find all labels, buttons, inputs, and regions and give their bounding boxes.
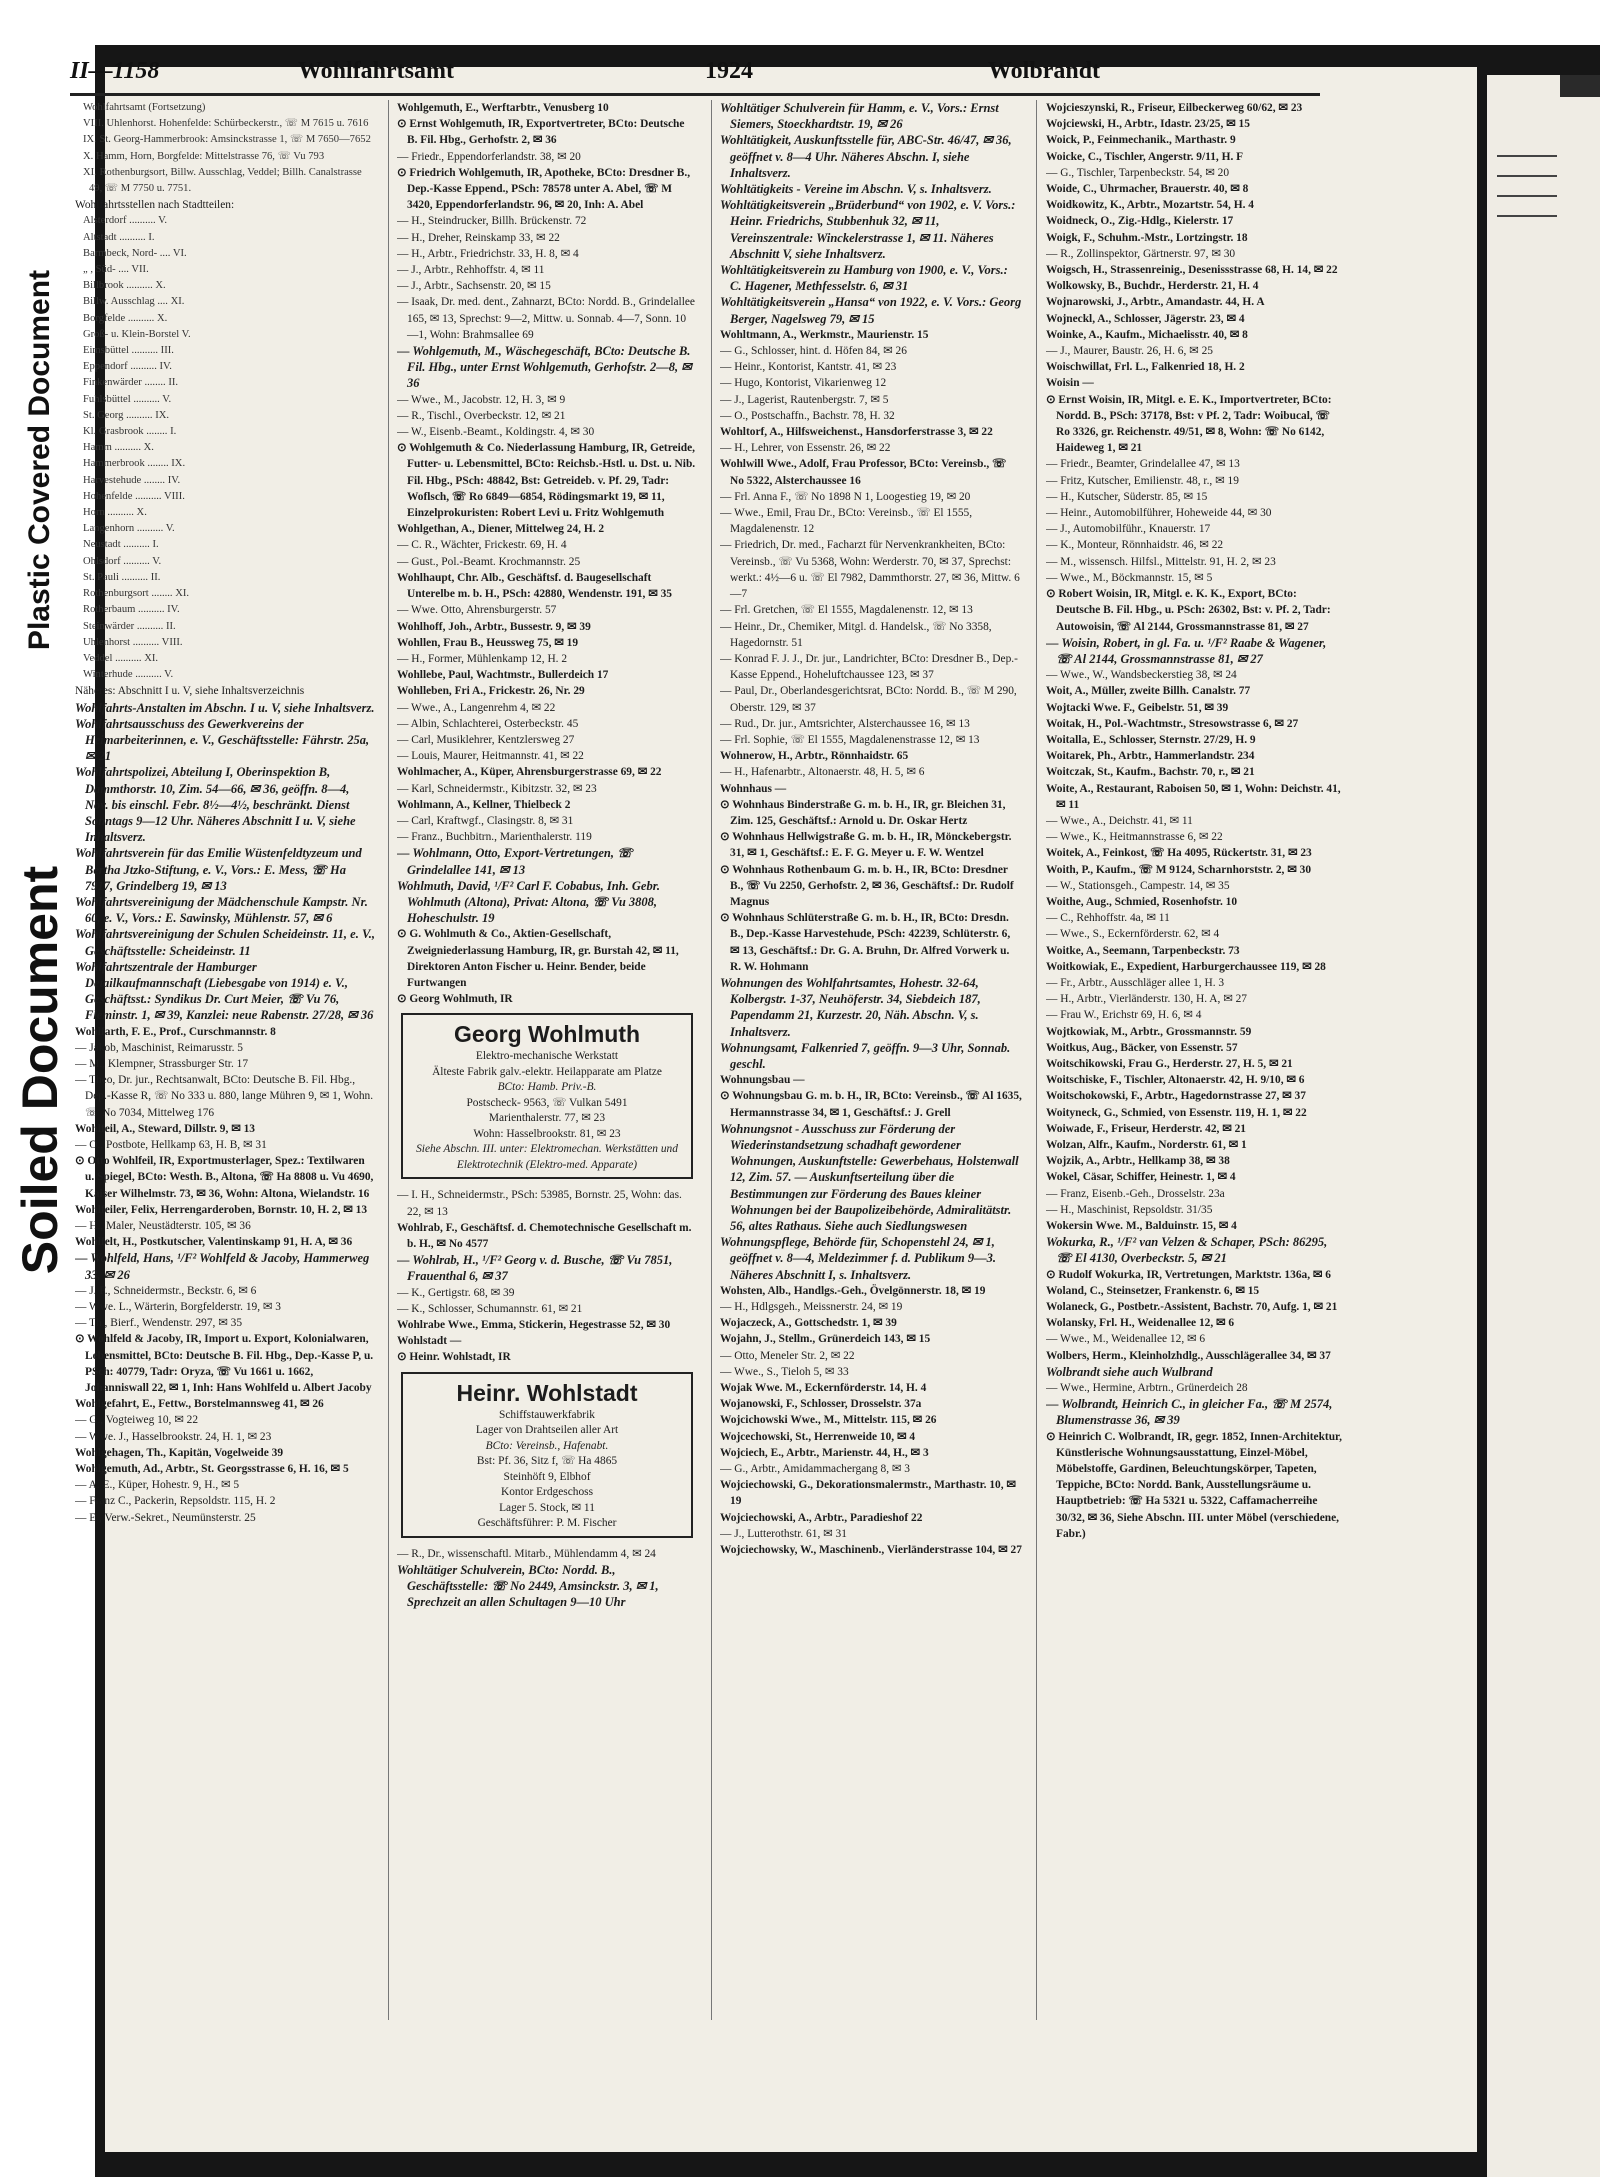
directory-entry: Uhlenhorst .......... VIII. — [83, 636, 183, 648]
directory-entry: — Wwe., M., Jacobstr. 12, H. 3, ✉ 9 — [397, 393, 566, 406]
directory-entry: ⊙ Wohnungsbau G. m. b. H., IR, BCto: Vereinsb., ☏ Al 1635, Hermannstrasse 34, ✉ 1, Geschäftsf.: J. Grell — [720, 1090, 1022, 1119]
advertisement-line: Steinhöft 9, Elbhof — [503, 1470, 591, 1483]
directory-entry: Wohlgethan, A., Diener, Mittelweg 24, H. 2 — [397, 523, 605, 536]
directory-entry: — Wwe., S., Eckernförderstr. 62, ✉ 4 — [1046, 928, 1220, 941]
directory-entry: ⊙ Wohnhaus Hellwigstraße G. m. b. H., IR, Mönckebergstr. 31, ✉ 1, Geschäftsf.: E. F. G. Meyer u. F. W. Wentzel — [720, 831, 1012, 860]
directory-entry: Wohltorf, A., Hilfsweichenst., Hansdorferstrasse 3, ✉ 22 — [720, 426, 993, 439]
directory-entry: Wolbers, Herm., Kleinholzhdlg., Ausschlägerallee 34, ✉ 37 — [1046, 1349, 1331, 1362]
soiled-document-label: Soiled Document — [12, 865, 68, 1275]
directory-entry: — Th., Bierf., Wendenstr. 297, ✉ 35 — [75, 1317, 243, 1330]
directory-entry: Finkenwärder ........ II. — [83, 377, 179, 389]
directory-entry: Wohnhaus — — [720, 782, 787, 795]
directory-entry: Eimsbüttel .......... III. — [83, 345, 174, 357]
directory-entry: Woitschikowski, Frau G., Herderstr. 27, H. 5, ✉ 21 — [1046, 1057, 1293, 1070]
directory-entry: Billw. Ausschlag .... XI. — [83, 296, 185, 308]
directory-entry: — R., Zollinspektor, Gärtnerstr. 97, ✉ 30 — [1046, 247, 1236, 260]
directory-entry: — Heinr., Automobilführer, Hoheweide 44, ✉ 30 — [1046, 507, 1272, 520]
directory-entry: — I. H., Schneidermstr., PSch: 53985, Bornstr. 25, Wohn: das. 22, ✉ 13 — [397, 1189, 682, 1218]
directory-entry: Wohlfahrts-Anstalten im Abschn. I u. V, siehe Inhaltsverz. — [75, 700, 375, 715]
page-number: II—1158 — [70, 58, 160, 84]
directory-entry: ⊙ Ernst Woisin, IR, Mitgl. e. E. K., Importvertreter, BCto: Nordd. B., PSch: 37178, Bst: v Pf. 2, Tadr: Woibucal, ☏ Ro 3326, gr. Reichenstr. 49/51, ✉ 8, Wohn: ☏ No 6142, Haideweg 1, ✉ 21 — [1046, 393, 1332, 455]
directory-entry: — W., Stationsgeh., Campestr. 14, ✉ 35 — [1046, 879, 1230, 892]
directory-entry: Wojaczeck, A., Gottschedstr. 1, ✉ 39 — [720, 1317, 897, 1330]
directory-entry: Wojzik, A., Arbtr., Hellkamp 38, ✉ 38 — [1046, 1155, 1230, 1168]
directory-entry: Woitczak, St., Kaufm., Bachstr. 70, r., ✉ 21 — [1046, 766, 1255, 779]
directory-entry: Woitarek, Ph., Arbtr., Hammerlandstr. 234 — [1046, 750, 1255, 763]
directory-entry: Wohnungen des Wohlfahrtsamtes, Hohestr. 32-64, Kolbergstr. 1-37, Neuhöferstr. 34, Siebdeich 187, Papendamm 21, Kurzestr. 20, Näh. Abschn. V, s. Inhaltsverz. — [720, 975, 981, 1039]
directory-entry: — M., Klempner, Strassburger Str. 17 — [75, 1057, 249, 1070]
directory-entry: Wohnerow, H., Arbtr., Rönnhaidstr. 65 — [720, 750, 909, 763]
directory-entry: ⊙ Robert Woisin, IR, Mitgl. e. K. K., Export, BCto: Deutsche B. Fil. Hbg., u. PSch: 26302, Bst: v. Pf. 2, Tadr: Autowoisin, ☏ Al 2144, Grossmannstrasse 81, ✉ 27 — [1046, 588, 1331, 633]
directory-entry: „ , Süd- .... VII. — [83, 264, 149, 276]
directory-entry: — R., Dr., wissenschaftl. Mitarb., Mühlendamm 4, ✉ 24 — [397, 1547, 656, 1560]
directory-entry: Wohlgehagen, Th., Kapitän, Vogelweide 39 — [75, 1446, 284, 1459]
directory-entry: Woitschiske, F., Tischler, Altonaerstr. 42, H. 9/10, ✉ 6 — [1046, 1074, 1305, 1087]
directory-entry: Wolbrandt siehe auch Wulbrand — [1046, 1364, 1213, 1379]
directory-entry: Eppendorf .......... IV. — [83, 361, 172, 373]
advertisement-line: Lager von Drahtseilen aller Art — [475, 1424, 619, 1437]
directory-entry: Wohlhoff, Joh., Arbtr., Bussestr. 9, ✉ 39 — [397, 620, 591, 633]
directory-entry: — Wolbrandt, Heinrich C., in gleicher Fa., ☏ M 2574, Blumenstrasse 36, ✉ 39 — [1046, 1397, 1333, 1428]
directory-entry: Steinwärder .......... II. — [83, 620, 176, 632]
directory-entry: Wohlrabe Wwe., Emma, Stickerin, Hegestrasse 52, ✉ 30 — [397, 1319, 671, 1331]
directory-entry: Woityneck, G., Schmied, von Essenstr. 119, H. 1, ✉ 22 — [1046, 1106, 1307, 1119]
directory-entry: — Hugo, Kontorist, Vikarienweg 12 — [720, 377, 887, 390]
directory-entry: — Fr., Arbtr., Ausschläger allee 1, H. 3 — [1046, 976, 1225, 989]
directory-entry: Winterhude .......... V. — [83, 669, 174, 681]
header-first-word: Wohlfahrtsamt — [298, 58, 454, 84]
directory-entry: ⊙ Ernst Wohlgemuth, IR, Exportvertreter, BCto: Deutsche B. Fil. Hbg., Gerhofstr. 2, ✉ 36 — [397, 118, 685, 147]
directory-entry: ⊙ Wohnhaus Schlüterstraße G. m. b. H., IR, BCto: Dresdn. B., Dep.-Kasse Harvestehude, PSch: 42239, Schlüterstr. 6, ✉ 13, Geschäftsf.: Dr. G. A. Bruhn, Dr. Alfred Vorwerk u. R. W. Hohmann — [720, 912, 1011, 973]
directory-entry: — H., Arbtr., Friedrichstr. 33, H. 8, ✉ 4 — [397, 247, 579, 260]
directory-entry: — K., Schlosser, Schumannstr. 61, ✉ 21 — [397, 1302, 583, 1315]
directory-entry: — Fritz, Kutscher, Emilienstr. 48, r., ✉ 19 — [1046, 474, 1239, 487]
directory-entry: — H., Lehrer, von Essenstr. 26, ✉ 22 — [720, 442, 891, 455]
directory-entry: — H., Hafenarbtr., Altonaerstr. 48, H. 5, ✉ 6 — [720, 766, 925, 779]
column-divider — [711, 100, 712, 2020]
directory-entry: Wohlfelt, H., Postkutscher, Valentinskamp 91, H. A, ✉ 36 — [75, 1236, 353, 1249]
advertisement-title: Heinr. Wohlstadt — [456, 1379, 638, 1406]
directory-entry: Wohlwill Wwe., Adolf, Frau Professor, BCto: Vereinsb., ☏ No 5322, Alsterchaussee 16 — [720, 458, 1007, 487]
directory-entry: Wohlfahrtsstellen nach Stadtteilen: — [75, 199, 235, 212]
directory-entry: — Wwe., M., Weidenallee 12, ✉ 6 — [1046, 1333, 1206, 1346]
directory-entry: Wohlfarth, F. E., Prof., Curschmannstr. 8 — [75, 1025, 276, 1038]
adjacent-page-strip — [1487, 75, 1600, 2177]
text-fragment — [1497, 155, 1557, 157]
directory-entry: — O., Postschaffn., Bachstr. 78, H. 32 — [720, 409, 895, 422]
directory-entry: Woitak, H., Pol.-Wachtmstr., Stresowstrasse 6, ✉ 27 — [1046, 717, 1299, 730]
directory-entry: Wohlgefahrt, E., Fettw., Borstelmannsweg 41, ✉ 26 — [75, 1398, 324, 1411]
directory-entry: Wojcieszynski, R., Friseur, Eilbeckerweg 60/62, ✉ 23 — [1046, 102, 1303, 114]
directory-entry: — Otto, Meneler Str. 2, ✉ 22 — [720, 1349, 855, 1362]
directory-entry: Wohlfahrtsverein für das Emilie Wüstenfeldtyzeum und Bertha Jtzko-Stiftung, e. V., Vors.: E. Mess, ☏ Ha 7917, Grindelberg 19, ✉ 13 — [75, 846, 362, 893]
directory-entry: XI. Rothenburgsort, Billw. Ausschlag, Veddel; Billh. Canalstrasse 49, ☏ M 7750 u. 7751. — [83, 166, 362, 195]
directory-entry: Wojnarowski, J., Arbtr., Amandastr. 44, H. A — [1046, 296, 1265, 309]
directory-entry: — W., Eisenb.-Beamt., Koldingstr. 4, ✉ 30 — [397, 426, 595, 439]
advertisement-line: Schiffstauwerkfabrik — [499, 1408, 595, 1421]
advertisement-box — [401, 1013, 693, 1179]
directory-entry: — Wwe., K., Heitmannstrasse 6, ✉ 22 — [1046, 831, 1223, 844]
column-1 — [75, 100, 375, 2018]
directory-entry: Alsterdorf .......... V. — [83, 215, 168, 227]
directory-entry: Woidneck, O., Zig.-Hdlg., Kielerstr. 17 — [1046, 215, 1234, 228]
advertisement-line: Älteste Fabrik galv.-elektr. Heilapparate am Platze — [432, 1065, 662, 1078]
directory-entry: Wolansky, Frl. H., Weidenallee 12, ✉ 6 — [1046, 1317, 1235, 1330]
directory-entry: Wohnungsbau — — [720, 1074, 805, 1087]
directory-entry: ⊙ Heinrich C. Wolbrandt, IR, gegr. 1852, Innen-Architektur, Künstlerische Wohnungsausstattung, Einzel-Möbel, Möbelstoffe, Gardinen, Beleuchtungskörper, Tapeten, Teppiche, BCto: Nordd. Bank, Ausstellungsräume u. Hauptbetrieb: ☏ Ha 5321 u. 5322, Caffamacherreihe 30/32, ✉ 36, Siehe Abschn. III. unter Möbel (verschiedene, Fabr.) — [1046, 1430, 1342, 1540]
directory-entry: — J., Arbtr., Rehhoffstr. 4, ✉ 11 — [397, 264, 545, 277]
directory-entry: — Wohlmann, Otto, Export-Vertretungen, ☏ Grindelallee 141, ✉ 13 — [397, 846, 633, 877]
directory-entry: Rotherbaum .......... IV. — [83, 604, 180, 616]
directory-entry: — Friedr., Eppendorferlandstr. 38, ✉ 20 — [397, 150, 581, 163]
directory-entry: Wojciewski, H., Arbtr., Idastr. 23/25, ✉ 15 — [1046, 118, 1250, 131]
directory-entry: Wohlfahrtspolizei, Abteilung I, Oberinspektion B, Dammthorstr. 10, Zim. 54—66, ✉ 36, geöffn. 8—4, Nov. bis einschl. Febr. 8½—4½, beschränkt. Dienst Sonntags 9—12 Uhr. Näheres Abschnitt I u. V, siehe Inhaltsverz. — [75, 765, 356, 845]
advertisement-title: Georg Wohlmuth — [453, 1021, 641, 1048]
directory-entry: — Frau W., Erichstr 69, H. 6, ✉ 4 — [1046, 1009, 1202, 1022]
directory-entry: Fuhlsbüttel .......... V. — [83, 393, 172, 405]
directory-entry: Woitke, A., Seemann, Tarpenbeckstr. 73 — [1046, 944, 1240, 957]
directory-entry: Woitek, A., Feinkost, ☏ Ha 4095, Rückertstr. 31, ✉ 23 — [1046, 847, 1312, 860]
directory-entry: Wohlrab, F., Geschäftsf. d. Chemotechnische Gesellschaft m. b. H., ✉ No 4577 — [397, 1221, 692, 1250]
directory-entry: ⊙ Georg Wohlmuth, IR — [397, 993, 513, 1006]
directory-entry: Wohnungsnot - Ausschuss zur Förderung der Wiederinstandsetzung schadhaft gewordener Wohnungen, Auskunftstelle: Gewerbehaus, Holstenwall 12, Zim. 57. — Auskunftserteilung über die Bestimmungen zur Förderung des Baues kleiner Wohnungen bei der Baupolizeibehörde, Admiralitätstr. 56, altes Rathaus. Siehe auch Siedlungswesen — [720, 1121, 1019, 1234]
directory-entry: — Franz, Eisenb.-Geh., Drosselstr. 23a — [1046, 1187, 1225, 1200]
directory-entry: — C. R., Wächter, Frickestr. 69, H. 4 — [397, 539, 567, 552]
directory-entry: — G., Schlosser, hint. d. Höfen 84, ✉ 26 — [720, 345, 907, 358]
directory-entry: Wojneckl, A., Schlosser, Jägerstr. 23, ✉ 4 — [1046, 312, 1245, 325]
directory-entry: ⊙ Rudolf Wokurka, IR, Vertretungen, Marktstr. 136a, ✉ 6 — [1046, 1268, 1331, 1281]
directory-entry: Altstadt .......... I. — [83, 231, 155, 243]
directory-entry: — G., Arbtr., Amidammachergang 8, ✉ 3 — [720, 1463, 910, 1476]
directory-entry: — H., Maler, Neustädterstr. 105, ✉ 36 — [75, 1220, 251, 1233]
directory-entry: — Gust., Pol.-Beamt. Krochmannstr. 25 — [397, 555, 581, 568]
directory-entry: X. Hamm, Horn, Borgfelde: Mittelstrasse 76, ☏ Vu 793 — [83, 150, 325, 162]
directory-entry: — H., Arbtr., Vierländerstr. 130, H. A, ✉ 27 — [1046, 993, 1248, 1006]
directory-entry: — Woisin, Robert, in gl. Fa. u. ¹/F² Raabe & Wagener, ☏ Al 2144, Grossmannstrasse 81, ✉ 27 — [1046, 635, 1327, 666]
directory-entry: Wohltätigkeitsverein „Brüderbund“ von 1902, e. V. Vors.: Heinr. Friedrichs, Stubbenhuk 32, ✉ 11, Vereinszentrale: Winckelerstrasse 1, ✉ 11. Näheres Abschnitt V, siehe Inhaltsverz. — [720, 198, 1016, 261]
header-rule — [70, 93, 1320, 96]
directory-entry: ⊙ Wohnhaus Binderstraße G. m. b. H., IR, gr. Bleichen 31, Zim. 125, Geschäftsf.: Arnold u. Dr. Oskar Hertz — [720, 798, 1006, 827]
column-divider — [388, 100, 389, 2020]
directory-entry: Woite, A., Restaurant, Raboisen 50, ✉ 1, Wohn: Deichstr. 41, ✉ 11 — [1046, 782, 1341, 811]
directory-entry: — Wwe., Hermine, Arbtrn., Grünerdeich 28 — [1046, 1382, 1248, 1395]
directory-entry: Barmbeck, Nord- .... VI. — [83, 247, 187, 259]
directory-entry: Woitschokowski, F., Arbtr., Hagedornstrasse 27, ✉ 37 — [1046, 1090, 1306, 1103]
directory-entry: — J. F., Schneidermstr., Beckstr. 6, ✉ 6 — [75, 1284, 257, 1297]
directory-entry: Wohlleben, Fri A., Frickestr. 26, Nr. 29 — [397, 685, 585, 698]
directory-entry: Wokersin Wwe. M., Balduinstr. 15, ✉ 4 — [1046, 1220, 1237, 1233]
directory-entry: — H., Maschinist, Repsoldstr. 31/35 — [1046, 1203, 1213, 1216]
directory-entry: — C., Rehhoffstr. 4a, ✉ 11 — [1046, 912, 1170, 925]
advertisement-line: Geschäftsführer: P. M. Fischer — [477, 1517, 617, 1530]
directory-entry: — E., Verw.-Sekret., Neumünsterstr. 25 — [75, 1511, 256, 1524]
column-2 — [397, 100, 697, 2018]
directory-entry: Wohlmann, A., Kellner, Thielbeck 2 — [397, 798, 571, 811]
advertisement-line: Kontor Erdgeschoss — [500, 1486, 594, 1499]
directory-entry: Woide, C., Uhrmacher, Brauerstr. 40, ✉ 8 — [1046, 183, 1249, 196]
directory-entry: Wohlhaupt, Chr. Alb., Geschäftsf. d. Baugesellschaft Unterelbe m. b. H., PSch: 42880, Wendenstr. 191, ✉ 35 — [397, 571, 672, 601]
directory-entry: — Paul, Dr., Oberlandesgerichtsrat, BCto: Nordd. B., ☏ M 290, Oberstr. 129, ✉ 37 — [720, 685, 1017, 714]
directory-entry: Wojtacki Wwe. F., Geibelstr. 51, ✉ 39 — [1046, 701, 1229, 714]
directory-entry: — R., Tischl., Overbeckstr. 12, ✉ 21 — [397, 409, 566, 422]
directory-entry: — H., Dreher, Reinskamp 33, ✉ 22 — [397, 231, 560, 244]
directory-entry: Borgfelde .......... X. — [83, 312, 168, 324]
directory-entry: Wohlfahrtsvereinigung der Schulen Scheideinstr. 11, e. V., Geschäftsstelle: Scheideinstr. 11 — [75, 927, 375, 958]
directory-entry: Woithe, Aug., Schmied, Rosenhofstr. 10 — [1046, 895, 1238, 908]
directory-entry: Woitalla, E., Schlosser, Sternstr. 27/29, H. 9 — [1046, 733, 1256, 746]
directory-entry: — Frl. Anna F., ☏ No 1898 N 1, Loogestieg 19, ✉ 20 — [720, 490, 971, 503]
directory-entry: ⊙ G. Wohlmuth & Co., Aktien-Gesellschaft, Zweigniederlassung Hamburg, IR, gr. Burstah 42, ✉ 11, Direktoren Anton Fischer u. Heinr. Bender, beide Furtwangen — [397, 928, 679, 989]
directory-entry: Woigk, F., Schuhm.-Mstr., Lortzingstr. 18 — [1046, 231, 1248, 244]
directory-entry: Hammerbrook ........ IX. — [83, 458, 186, 470]
directory-entry: Woit, A., Müller, zweite Billh. Canalstr. 77 — [1046, 685, 1251, 698]
directory-entry: Wohlmacher, A., Küper, Ahrensburgerstrasse 69, ✉ 22 — [397, 766, 662, 779]
directory-entry: — Wwe. Otto, Ahrensburgerstr. 57 — [397, 604, 557, 617]
directory-entry: Woick, P., Feinmechanik., Marthastr. 9 — [1046, 134, 1236, 147]
directory-entry: Wojcichowski Wwe., M., Mittelstr. 115, ✉ 26 — [720, 1414, 937, 1427]
directory-entry: — Frl. Gretchen, ☏ El 1555, Magdalenenstr. 12, ✉ 13 — [720, 604, 973, 617]
directory-entry: Woidkowitz, K., Arbtr., Mozartstr. 54, H. 4 — [1046, 199, 1254, 212]
directory-entry: Wojciech, E., Arbtr., Marienstr. 44, H., ✉ 3 — [720, 1446, 929, 1459]
advertisement-line: Bst: Pf. 36, Sitz f, ☏ Ha 4865 — [476, 1455, 618, 1468]
directory-entry: — Carl, Kraftwgf., Clasingstr. 8, ✉ 31 — [397, 814, 574, 827]
directory-entry: Rothenburgsort ........ XI. — [83, 588, 190, 600]
directory-entry: — Albin, Schlachterei, Osterbeckstr. 45 — [397, 717, 579, 730]
directory-entry: — Karl, Schneidermstr., Kibitzstr. 32, ✉ 23 — [397, 782, 597, 795]
directory-entry: Wohlgemuth, Ad., Arbtr., St. Georgsstrasse 6, H. 16, ✉ 5 — [75, 1463, 349, 1476]
directory-entry: St. Pauli .......... II. — [83, 571, 161, 583]
directory-entry: Hamm .......... X. — [83, 442, 154, 454]
directory-entry: Woinke, A., Kaufm., Michaelisstr. 40, ✉ 8 — [1046, 328, 1248, 341]
directory-entry: Wokurka, R., ¹/F² van Velzen & Schaper, PSch: 86295, ☏ El 4130, Overbeckstr. 5, ✉ 21 — [1046, 1235, 1328, 1266]
column-3 — [720, 100, 1022, 2018]
directory-entry: Neustadt .......... I. — [83, 539, 159, 551]
advertisement-line: BCto: Hamb. Priv.-B. — [497, 1081, 597, 1094]
directory-entry: — J., Lutterothstr. 61, ✉ 31 — [720, 1527, 847, 1540]
advertisement-line: Wohn: Hasselbrookstr. 81, ✉ 23 — [473, 1127, 621, 1140]
directory-entry: — Wwe. L., Wärterin, Borgfelderstr. 19, ✉ 3 — [75, 1301, 281, 1314]
directory-entry: Woland, C., Steinsetzer, Frankenstr. 6, ✉ 15 — [1046, 1284, 1260, 1297]
directory-entry: — Wwe., M., Böckmannstr. 15, ✉ 5 — [1046, 571, 1213, 584]
directory-entry: IX. St. Georg-Hammerbrook: Amsinckstrasse 1, ☏ M 7650—7652 — [83, 134, 371, 146]
directory-entry: — Wwe., A., Deichstr. 41, ✉ 11 — [1046, 814, 1193, 827]
directory-entry: — H., Former, Mühlenkamp 12, H. 2 — [397, 652, 568, 665]
directory-entry: St. Georg .......... IX. — [83, 409, 170, 421]
directory-entry: Wohlfeil, A., Steward, Dillstr. 9, ✉ 13 — [75, 1122, 255, 1135]
directory-entry: ⊙ Wohlgemuth & Co. Niederlassung Hamburg, IR, Getreide, Futter- u. Lebensmittel, BCto: Reichsb.-Hstl. u. Dst. u. Nib. Fil. Hbg., PSch: 48842, Bst: Getreideb. v. Pf. 29, Tadr: Woflsch, ☏ Ro 6849—6854, Rödingsmarkt 19, ✉ 11, Einzelprokuristen: Robert Levi u. Fritz Wohlgemuth — [397, 442, 696, 520]
directory-entry: — J., Maurer, Baustr. 26, H. 6, ✉ 25 — [1046, 345, 1213, 358]
directory-entry: — Frl. Sophie, ☏ El 1555, Magdalenenstrasse 12, ✉ 13 — [720, 733, 980, 746]
directory-entry: — J., Automobilführ., Knauerstr. 17 — [1046, 523, 1211, 536]
directory-entry: — K., Gertigstr. 68, ✉ 39 — [397, 1286, 515, 1299]
text-fragment — [1497, 215, 1557, 217]
directory-entry: — Heinr., Dr., Chemiker, Mitgl. d. Handelsk., ☏ No 3358, Hagedornstr. 51 — [720, 620, 992, 649]
directory-entry: Wohlfahrtsausschuss des Gewerkvereins der Heimarbeiterinnen, e. V., Geschäftsstelle: Fährstr. 25a, ✉ 21 — [75, 716, 370, 764]
directory-entry: — Wwe. J., Hasselbrookstr. 24, H. 1, ✉ 23 — [75, 1430, 272, 1443]
directory-entry: Woicke, C., Tischler, Angerstr. 9/11, H. F — [1046, 150, 1244, 163]
directory-entry: Wohlfahrtsamt (Fortsetzung) — [83, 102, 206, 113]
directory-entry: — Jakob, Maschinist, Reimarusstr. 5 — [75, 1041, 244, 1054]
directory-entry: Ohlsdorf .......... V. — [83, 555, 162, 567]
directory-entry: Wohlfahrtsvereinigung der Mädchenschule Kampstr. Nr. 60, e. V., Vors.: E. Sawinsky, Mühlenstr. 57, ✉ 6 — [75, 894, 368, 926]
column-divider — [1036, 100, 1037, 2020]
directory-entry: Wolzan, Alfr., Kaufm., Norderstr. 61, ✉ 1 — [1046, 1139, 1247, 1151]
directory-entry: Wohnungspflege, Behörde für, Schopenstehl 24, ✉ 1, geöffnet v. 8—4, Meldezimmer f. d. Publikum 9—3. Näheres Abschnitt I, s. Inhaltsverz. — [720, 1235, 996, 1282]
directory-entry: Wohltätiger Schulverein, BCto: Nordd. B., Geschäftsstelle: ☏ No 2449, Amsinckstr. 3, ✉ 1, Sprechzeit an allen Schultagen 9—10 Uhr — [397, 1562, 659, 1610]
directory-entry: — Theo, Dr. jur., Rechtsanwalt, BCto: Deutsche B. Fil. Hbg., Dep.-Kasse R, ☏ No 333 u. 880, lange Mühren 9, ✉ 1, Wohn. ☏ No 7034, Mittelweg 176 — [75, 1074, 374, 1119]
directory-entry: Wojciechowsky, W., Maschinenb., Vierländerstrasse 104, ✉ 27 — [720, 1544, 1022, 1557]
text-fragment — [1497, 175, 1557, 177]
directory-entry: — M., wissensch. Hilfsl., Mittelstr. 91, H. 2, ✉ 23 — [1046, 555, 1276, 568]
directory-entry: Langenhorn .......... V. — [83, 523, 175, 535]
directory-entry: — Wwe., Emil, Frau Dr., BCto: Vereinsb., ☏ El 1555, Magdalenenstr. 12 — [720, 507, 973, 536]
directory-entry: — Konrad F. J. J., Dr. jur., Landrichter, BCto: Dresdner B., Dep.-Kasse Eppend., Hoheluftchaussee 123, ✉ 37 — [720, 652, 1018, 682]
directory-entry: Wojahn, J., Stellm., Grünerdeich 143, ✉ 15 — [720, 1333, 931, 1346]
directory-entry: ⊙ Otto Wohlfeil, IR, Exportmusterlager, Spez.: Textilwaren u. Spiegel, BCto: Westh. B., Altona, ☏ Ha 8808 u. Vu 4690, Kaiser Wilhelmstr. 73, ✉ 36, Wohn: Altona, Wielandstr. 16 — [75, 1155, 374, 1200]
directory-entry: — J., Arbtr., Sachsenstr. 20, ✉ 15 — [397, 280, 551, 293]
directory-entry: — Wwe., S., Tieloh 5, ✉ 33 — [720, 1365, 849, 1378]
directory-entry: Wohltmann, A., Werkmstr., Maurienstr. 15 — [720, 328, 929, 341]
header-last-word: Wolbrandt — [988, 58, 1101, 84]
directory-entry: Woitkowiak, E., Expedient, Harburgerchaussee 119, ✉ 28 — [1046, 960, 1326, 973]
column-4 — [1046, 100, 1342, 2018]
directory-entry: Näheres: Abschnitt I u. V, siehe Inhaltsverzeichnis — [75, 685, 305, 698]
directory-entry: — Louis, Maurer, Heitmannstr. 41, ✉ 22 — [397, 750, 584, 763]
directory-entry: — Franz C., Packerin, Repsoldstr. 115, H. 2 — [75, 1495, 276, 1508]
directory-entry: — A. E., Küper, Hohestr. 9, H., ✉ 5 — [75, 1479, 240, 1492]
advertisement-line: Lager 5. Stock, ✉ 11 — [499, 1501, 595, 1514]
directory-entry: ⊙ Friedrich Wohlgemuth, IR, Apotheke, BCto: Dresdner B., Dep.-Kasse Eppend., PSch: 78578 unter A. Abel, ☏ M 3420, Eppendorferlandstr. 96, ✉ 20, Inh: A. Abel — [397, 166, 691, 212]
directory-entry: Wojtkowiak, M., Arbtr., Grossmannstr. 59 — [1046, 1025, 1252, 1038]
directory-entry: ⊙ Wohnhaus Rothenbaum G. m. b. H., IR, BCto: Dresdner B., ☏ Vu 2250, Gerhofstr. 2, ✉ 36, Geschäftsf.: Dr. Rudolf Magnus — [720, 863, 1014, 908]
advertisement-box — [401, 1372, 693, 1538]
advertisement-line: Marienthalerstr. 77, ✉ 23 — [488, 1112, 606, 1125]
directory-entry: — Franz., Buchbitrn., Marienthalerstr. 119 — [397, 831, 592, 844]
directory-entry: Wojanowski, F., Schlosser, Drosselstr. 37a — [720, 1398, 922, 1411]
directory-entry: Wohltätigkeits - Vereine im Abschn. V, s. Inhaltsverz. — [720, 182, 992, 197]
directory-entry: — Wwe., W., Wandsbeckerstieg 38, ✉ 24 — [1046, 669, 1237, 682]
directory-entry: — H., Steindrucker, Billh. Brückenstr. 72 — [397, 215, 587, 228]
directory-entry: Wohllen, Frau B., Heussweg 75, ✉ 19 — [397, 636, 579, 649]
directory-entry: — Carl, Musiklehrer, Kentzlersweg 27 — [397, 733, 575, 746]
directory-entry: Wohltätiger Schulverein für Hamm, e. V., Vors.: Ernst Siemers, Stoeckhardtstr. 19, ✉ 26 — [720, 101, 999, 132]
directory-entry: Groß- u. Klein-Borstel V. — [83, 328, 191, 340]
directory-entry: Woisin — — [1046, 377, 1094, 390]
directory-entry: — J., Lagerist, Rautenbergstr. 7, ✉ 5 — [720, 393, 889, 406]
directory-entry: Kl. Grasbrook ........ I. — [83, 426, 177, 438]
directory-entry: — Heinr., Kontorist, Kantstr. 41, ✉ 23 — [720, 361, 897, 374]
directory-entry: — G., Vogteiweg 10, ✉ 22 — [75, 1414, 199, 1427]
directory-entry: — Friedrich, Dr. med., Facharzt für Nervenkrankheiten, BCto: Vereinsb., ☏ Vu 5368, Wohn: Werderstr. 70, ✉ 37, Sprechst: werkt.: 4½—6 u. ☏ El 7982, Dammthorstr. 27, ✉ 36, Mittw. 6—7 — [720, 539, 1020, 601]
directory-entry: Hohenfelde .......... VIII. — [83, 490, 185, 502]
directory-entry: Woischwillat, Frl. L., Falkenried 18, H. 2 — [1046, 361, 1245, 374]
directory-entry: — Wohlrab, H., ¹/F² Georg v. d. Busche, ☏ Vu 7851, Frauenthal 6, ✉ 37 — [397, 1253, 673, 1284]
directory-entry: Wojcechowski, St., Herrenweide 10, ✉ 4 — [720, 1430, 916, 1443]
directory-entry: Wohsten, Alb., Handlgs.-Geh., Övelgönnerstr. 18, ✉ 19 — [720, 1284, 986, 1297]
advertisement-line: Postscheck- 9563, ☏ Vulkan 5491 — [466, 1096, 628, 1109]
advertisement-line: BCto: Vereinsb., Hafenabt. — [485, 1439, 609, 1452]
directory-entry: ⊙ Wohlfeld & Jacoby, IR, Import u. Export, Kolonialwaren, Lebensmittel, BCto: Deutsche B. Fil. Hbg., Dep.-Kasse P, u. PSch: 40779, Tadr: Oryza, ☏ Vu 1661 u. 1662, Johanniswall 22, ✉ 1, Inh: Hans Wohlfeld u. Albert Jacoby — [75, 1333, 374, 1395]
directory-entry: Wohltätigkeitsverein zu Hamburg von 1900, e. V., Vors.: C. Hagener, Methfesselstr. 6, ✉ 31 — [720, 263, 1008, 294]
directory-entry: Woigsch, H., Strassenreinig., Desenissstrasse 68, H. 14, ✉ 22 — [1046, 264, 1338, 277]
directory-entry: Wohltätigkeitsverein „Hansa“ von 1922, e. V. Vors.: Georg Berger, Nagelsweg 79, ✉ 15 — [720, 295, 1022, 326]
directory-entry: Wohlgemuth, E., Werftarbtr., Venusberg 10 — [397, 102, 609, 114]
advertisement-line: Elektro-mechanische Werkstatt — [475, 1050, 619, 1063]
directory-entry: Wohnungsamt, Falkenried 7, geöffn. 9—3 Uhr, Sonnab. geschl. — [720, 1040, 1011, 1071]
directory-entry: — H., Hdlgsgeh., Meissnerstr. 24, ✉ 19 — [720, 1301, 903, 1314]
directory-entry: Wojak Wwe. M., Eckernförderstr. 14, H. 4 — [720, 1382, 927, 1395]
directory-entry: Wokel, Cäsar, Schiffer, Heinestr. 1, ✉ 4 — [1046, 1171, 1236, 1184]
directory-entry: — K., Monteur, Rönnhaidstr. 46, ✉ 22 — [1046, 539, 1224, 552]
directory-entry: Billbrook .......... X. — [83, 280, 166, 292]
directory-entry: — H., Kutscher, Süderstr. 85, ✉ 15 — [1046, 490, 1208, 503]
advertisement-line: Siehe Abschn. III. unter: Elektromechan. Werkstätten und Elektrotechnik (Elektro-med. Apparate) — [416, 1143, 678, 1171]
header-year: 1924 — [705, 58, 753, 84]
directory-entry: — Rud., Dr. jur., Amtsrichter, Alsterchaussee 16, ✉ 13 — [720, 717, 970, 730]
directory-entry: Veddel .......... XI. — [83, 652, 159, 664]
side-label-strip — [0, 0, 80, 2177]
binder-clip — [1560, 75, 1600, 97]
directory-entry: — Wohlgemuth, M., Wäschegeschäft, BCto: Deutsche B. Fil. Hbg., unter Ernst Wohlgemuth, Gerhofstr. 2—8, ✉ 36 — [397, 344, 692, 391]
directory-entry: Wolkowsky, B., Buchdr., Herderstr. 21, H. 4 — [1046, 280, 1259, 293]
directory-entry: Woitkus, Aug., Bäcker, von Essenstr. 57 — [1046, 1041, 1238, 1054]
text-fragment — [1497, 195, 1557, 197]
directory-entry: Wohlfahrtszentrale der Hamburger Detailkaufmannschaft (Liebesgabe von 1914) e. V., Geschäftsst.: Syndikus Dr. Curt Meier, ☏ Vu 76, Fleminstr. 1, ✉ 39, Kanzlei: neue Rabenstr. 27/28, ✉ 36 — [75, 959, 374, 1023]
directory-entry: Wohlmuth, David, ¹/F² Carl F. Cobabus, Inh. Gebr. Wohlmuth (Altona), Privat: Altona, ☏ Vu 3808, Hoheschulstr. 19 — [397, 878, 661, 926]
directory-entry: — Wwe., A., Langenrehm 4, ✉ 22 — [397, 701, 556, 714]
directory-entry: Woiwade, F., Friseur, Herderstr. 42, ✉ 21 — [1046, 1122, 1247, 1135]
directory-entry: Wojciechowski, G., Dekorationsmalermstr., Marthastr. 10, ✉ 19 — [720, 1479, 1016, 1508]
directory-entry: Wohlstadt — — [397, 1335, 462, 1348]
directory-entry: Harvestehude ........ IV. — [83, 474, 181, 486]
directory-entry: Wohlfeiler, Felix, Herrengarderoben, Bornstr. 10, H. 2, ✉ 13 — [75, 1203, 368, 1216]
directory-entry: — Friedr., Beamter, Grindelallee 47, ✉ 13 — [1046, 458, 1240, 471]
directory-entry: — Wohlfeld, Hans, ¹/F² Wohlfeld & Jacoby, Hammerweg 33, ✉ 26 — [75, 1251, 370, 1282]
directory-entry: Wolaneck, G., Postbetr.-Assistent, Bachstr. 70, Aufg. 1, ✉ 21 — [1046, 1301, 1338, 1314]
page-header — [70, 58, 1320, 88]
directory-entry: VIII. Uhlenhorst. Hohenfelde: Schürbeckerstr., ☏ M 7615 u. 7616 — [83, 118, 369, 130]
directory-entry: — O., Postbote, Hellkamp 63, H. B, ✉ 31 — [75, 1139, 267, 1151]
directory-entry: ⊙ Heinr. Wohlstadt, IR — [397, 1351, 511, 1364]
directory-entry: — G., Tischler, Tarpenbeckstr. 54, ✉ 20 — [1046, 166, 1230, 179]
plastic-covered-label: Plastic Covered Document — [23, 269, 56, 651]
directory-entry: Wohltätigkeit, Auskunftsstelle für, ABC-Str. 46/47, ✉ 36, geöffnet v. 8—4 Uhr. Näheres Abschn. I, siehe Inhaltsverz. — [720, 133, 1012, 180]
directory-entry: Wohllebe, Paul, Wachtmstr., Bullerdeich 17 — [397, 669, 609, 682]
directory-entry: Woith, P., Kaufm., ☏ M 9124, Scharnhorststr. 2, ✉ 30 — [1046, 863, 1312, 876]
directory-entry: Wojciechowski, A., Arbtr., Paradieshof 22 — [720, 1511, 923, 1524]
directory-entry: — Isaak, Dr. med. dent., Zahnarzt, BCto: Nordd. B., Grindelallee 165, ✉ 13, Sprechst: 9—2, Mittw. u. Sonnab. 4—7, Sonn. 10—1, Wohn: Brahmsallee 69 — [397, 296, 695, 341]
directory-entry: Horn .......... X. — [83, 507, 147, 519]
